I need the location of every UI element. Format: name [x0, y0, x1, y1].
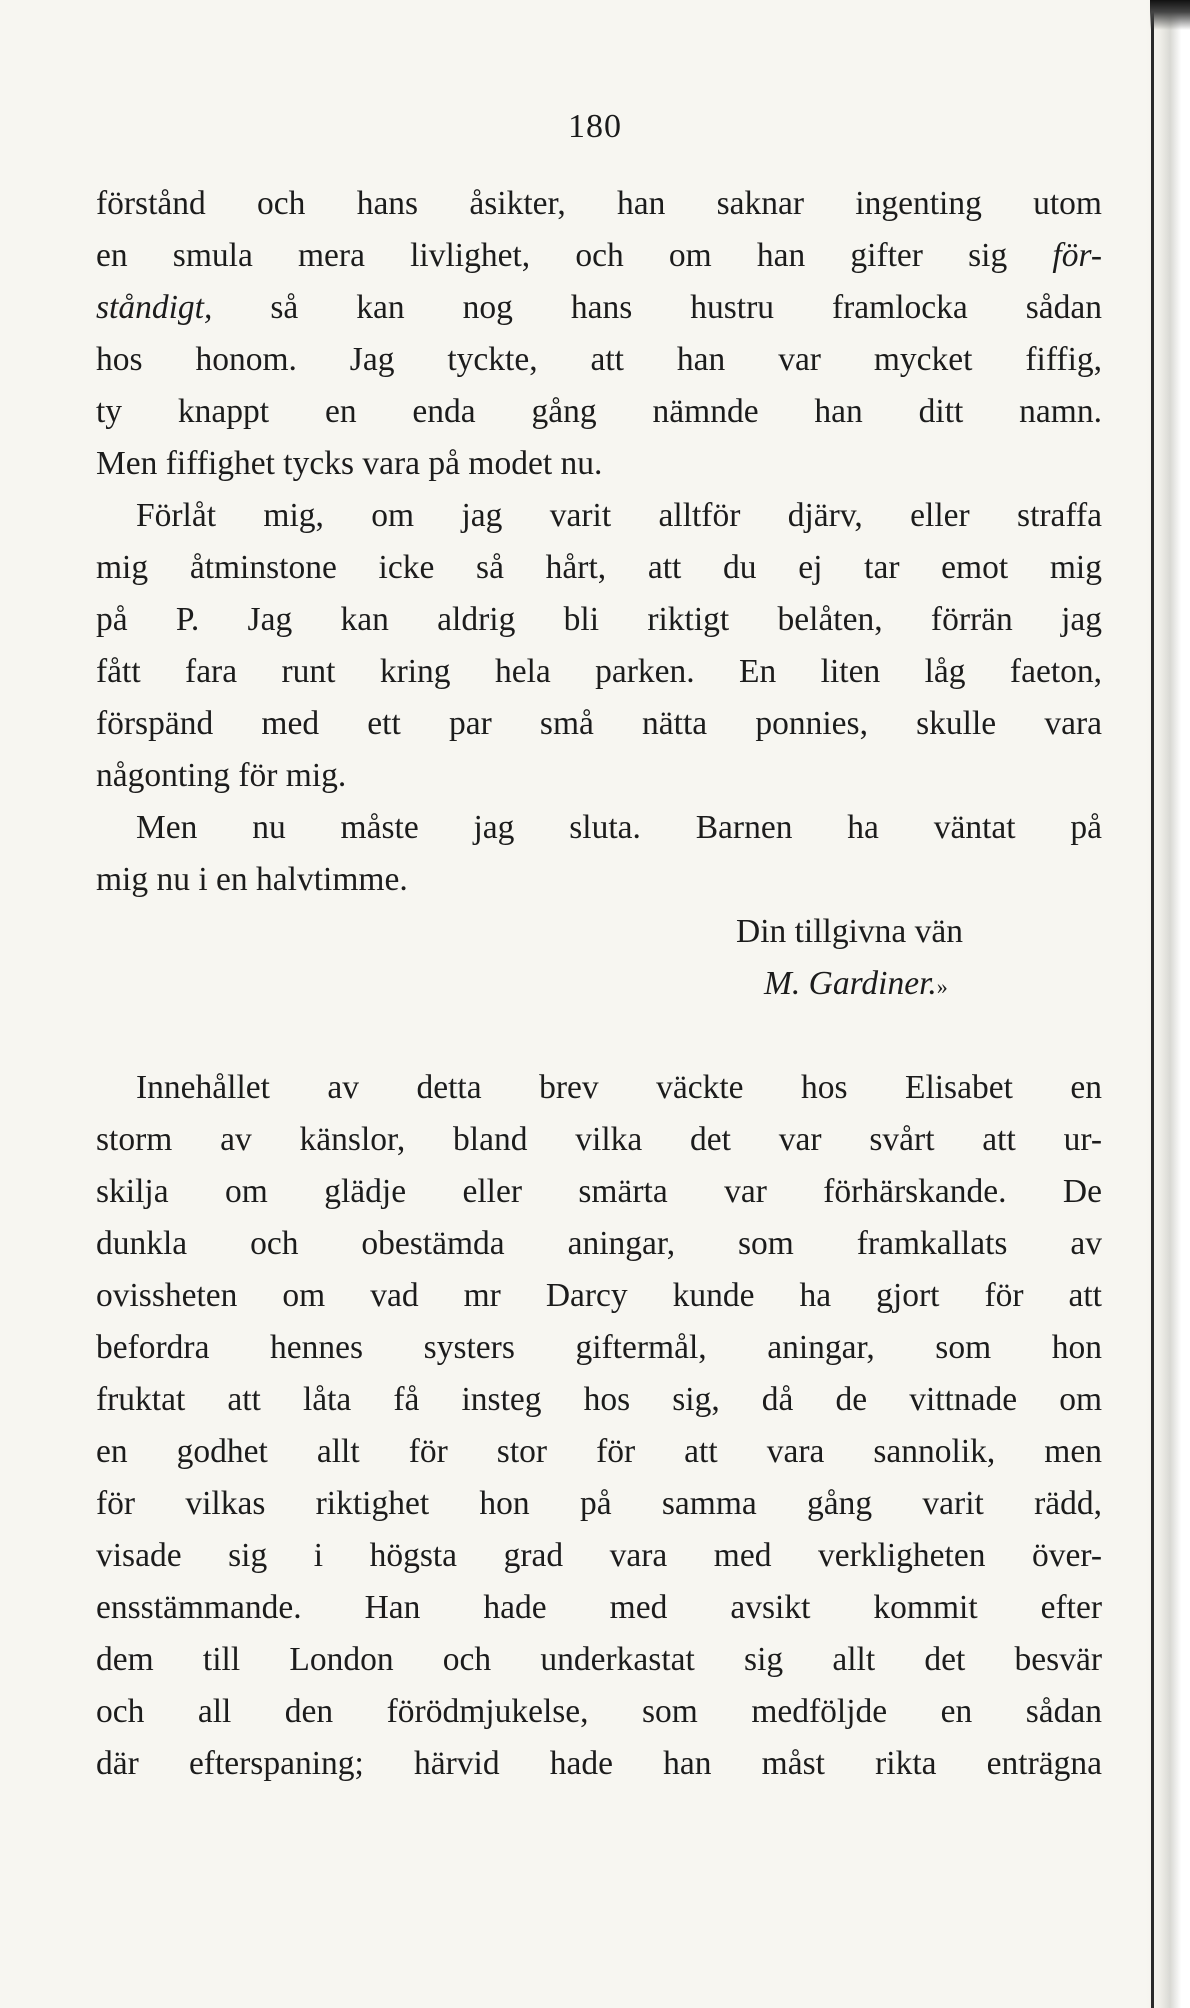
text-line-segment: en smula mera livlighet, och om han gifter sig: [96, 237, 1008, 274]
text-line-segment: så kan nog hans hustru framlocka sådan: [270, 289, 1103, 326]
text-line: Men fiffighet tycks vara på modet nu.: [96, 445, 603, 482]
text-line: någonting för mig.: [96, 757, 347, 794]
scan-corner-shadow: [1150, 0, 1190, 30]
text-line: befordra hennes systers giftermål, aningar, som hon: [96, 1329, 1102, 1366]
text-line: ty knappt en enda gång nämnde han ditt namn.: [96, 393, 1102, 430]
text-line: Innehållet av detta brev väckte hos Elisabet en: [136, 1069, 1102, 1106]
italic-word: ståndigt,: [96, 289, 213, 326]
text-line: [96, 230, 1102, 282]
text-line: storm av känslor, bland vilka det var svårt att ur-: [96, 1121, 1102, 1158]
narrative-text-block: [96, 1062, 1102, 1790]
letter-closing: Din tillgivna vän: [736, 913, 964, 950]
scan-edge-shadow-line: [1151, 0, 1154, 2008]
text-line: där efterspaning; härvid hade han måst rikta enträgna: [96, 1745, 1102, 1782]
text-line: mig nu i en halvtimme.: [96, 861, 408, 898]
closing-quote: »: [936, 974, 948, 999]
text-line: förstånd och hans åsikter, han saknar ingenting utom: [96, 185, 1102, 222]
text-line: Men nu måste jag sluta. Barnen ha väntat på: [136, 809, 1102, 846]
text-line: fått fara runt kring hela parken. En liten låg faeton,: [96, 653, 1102, 690]
text-line: förspänd med ett par små nätta ponnies, skulle vara: [96, 705, 1102, 742]
text-line: ensstämmande. Han hade med avsikt kommit efter: [96, 1589, 1102, 1626]
text-line: hos honom. Jag tyckte, att han var mycket fiffig,: [96, 341, 1102, 378]
text-line: dem till London och underkastat sig allt det besvär: [96, 1641, 1102, 1678]
text-line: på P. Jag kan aldrig bli riktigt belåten, förrän jag: [96, 601, 1102, 638]
text-line: för vilkas riktighet hon på samma gång varit rädd,: [96, 1485, 1102, 1522]
text-line: dunkla och obestämda aningar, som framkallats av: [96, 1225, 1102, 1262]
text-line: fruktat att låta få insteg hos sig, då de vittnade om: [96, 1381, 1102, 1418]
text-line: mig åtminstone icke så hårt, att du ej tar emot mig: [96, 549, 1102, 586]
letter-text-block: [96, 178, 1102, 1010]
page-number: 180: [568, 108, 622, 145]
text-line: visade sig i högsta grad vara med verkligheten över-: [96, 1537, 1102, 1574]
italic-word: för-: [1052, 237, 1103, 274]
text-line: [96, 282, 1102, 334]
text-line: Förlåt mig, om jag varit alltför djärv, eller straffa: [136, 497, 1102, 534]
letter-signature: [96, 958, 1102, 1010]
text-line: en godhet allt för stor för att vara sannolik, men: [96, 1433, 1102, 1470]
signature-name: M. Gardiner.: [764, 965, 937, 1002]
text-line: skilja om glädje eller smärta var förhärskande. De: [96, 1173, 1102, 1210]
text-line: och all den förödmjukelse, som medföljde en sådan: [96, 1693, 1102, 1730]
text-line: ovissheten om vad mr Darcy kunde ha gjort för att: [96, 1277, 1102, 1314]
